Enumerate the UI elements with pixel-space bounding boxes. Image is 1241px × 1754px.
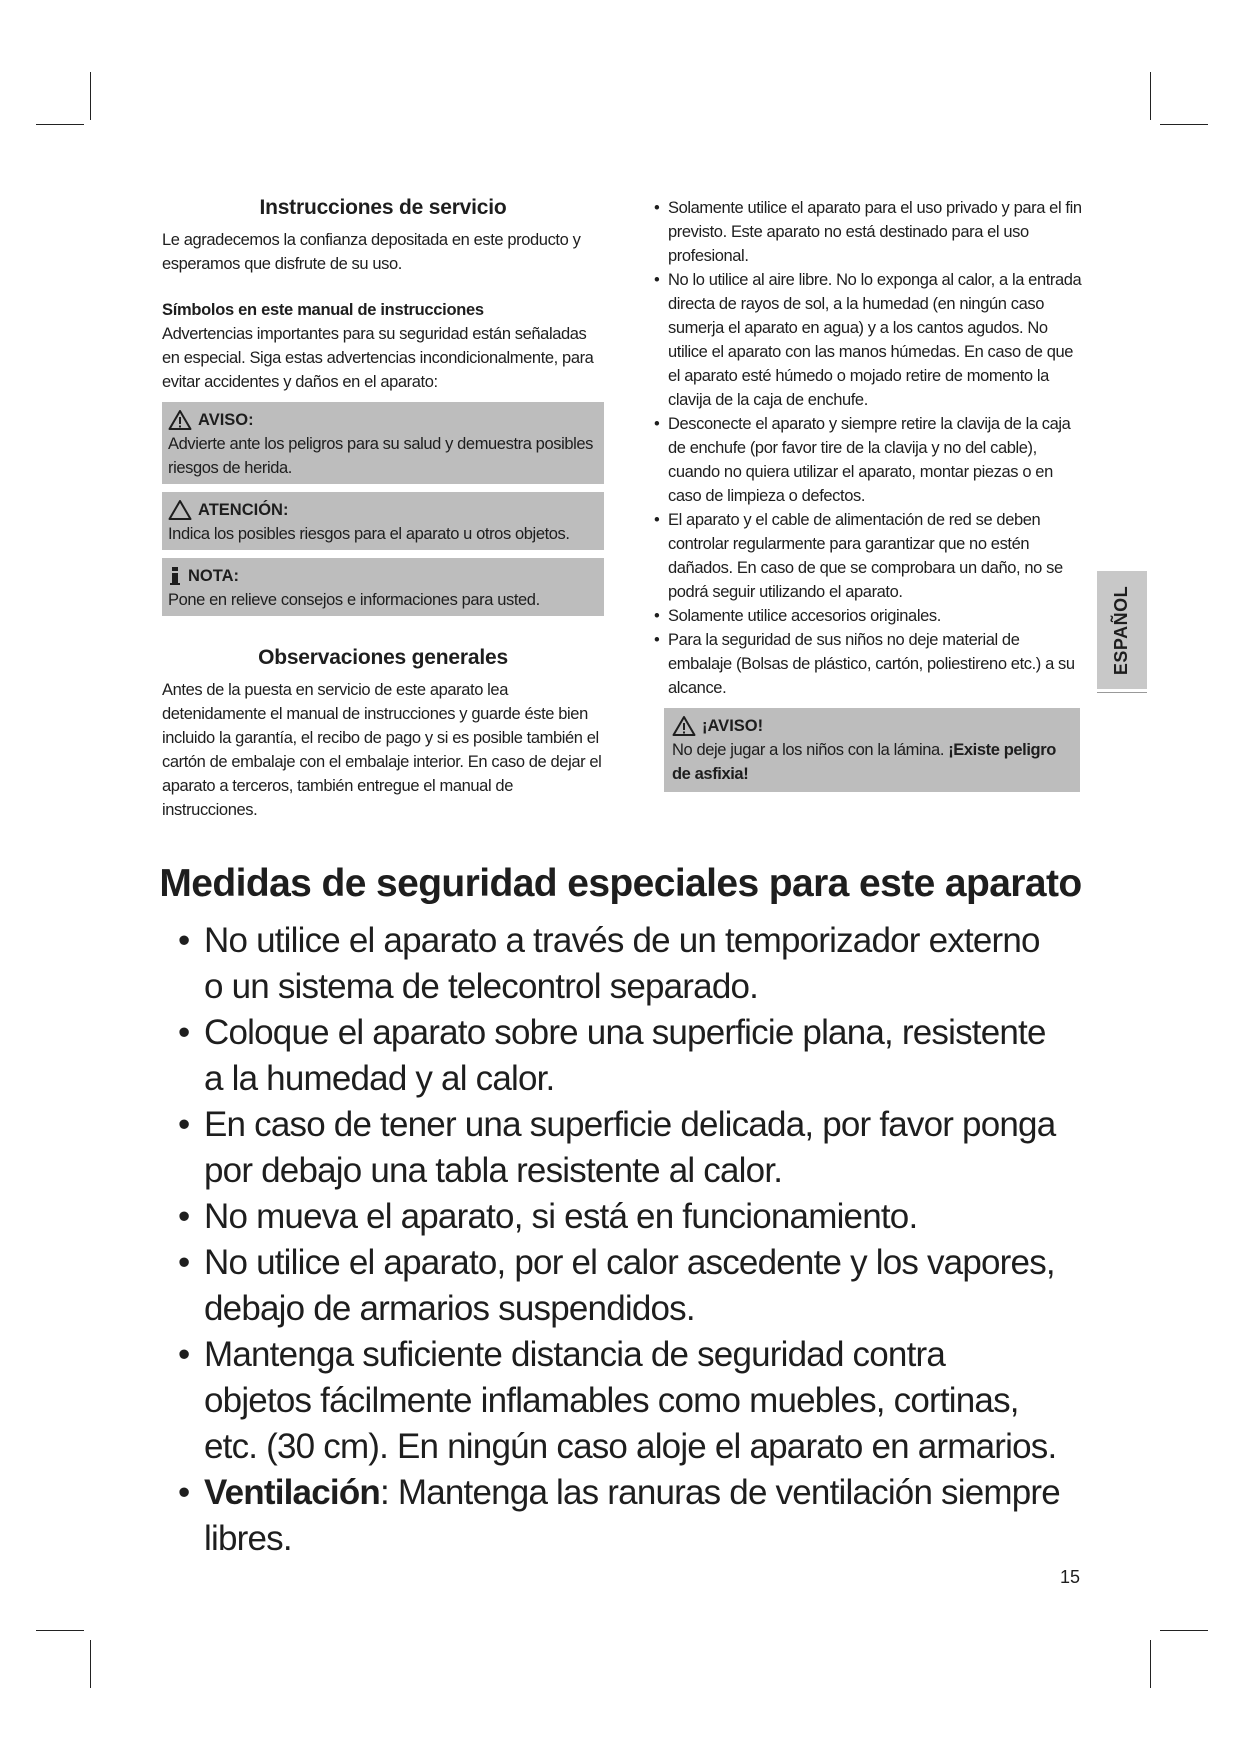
observations-text: Antes de la puesta en servicio de este aparato lea detenidamente el manual de instrucciones y guarde éste bien incluido la garantía, el recibo de pago y si es posible también el cartón de embalaje con el embalaje interior. En caso de dejar el aparato a terceros, también entregue el manual de instrucciones.: [162, 681, 602, 819]
warning-label: ¡AVISO!: [702, 717, 764, 735]
list-item: • El aparato y el cable de alimentación de red se deben controlar regularmente para garantizar que no estén dañados. En caso de que se comprobara un daño, no se podrá seguir utilizando el aparato.: [654, 511, 1063, 601]
nota-label: NOTA:: [188, 567, 240, 585]
list-item: • Solamente utilice accesorios originales.: [654, 607, 941, 625]
list-item: • Desconecte el aparato y siempre retire la clavija de la caja de enchufe (por favor tire de la clavija y no del cable), cuando no quiera utilizar el aparato, montar piezas o en caso de limpieza o defectos.: [654, 415, 1071, 505]
list-item: • No utilice el aparato a través de un temporizador externo o un sistema de telecontrol separado.: [178, 921, 1040, 1006]
left-column: [162, 196, 604, 822]
crop-mark: [1160, 124, 1208, 125]
suffocation-warning-box: [664, 708, 1080, 792]
crop-mark: [90, 72, 91, 120]
crop-mark: [1150, 1640, 1151, 1688]
nota-box: [162, 558, 604, 616]
page-number: 15: [1060, 1567, 1081, 1587]
special-safety-title: Medidas de seguridad especiales para este aparato: [159, 862, 1082, 905]
section-title-observations: Observaciones generales: [258, 646, 508, 669]
list-item: • No mueva el aparato, si está en funcionamiento.: [178, 1197, 918, 1236]
list-item: • Para la seguridad de sus niños no deje material de embalaje (Bolsas de plástico, cartón, poliestireno etc.) a su alcance.: [654, 631, 1075, 697]
list-item: • En caso de tener una superficie delicada, por favor ponga por debajo una tabla resistente al calor.: [178, 1105, 1056, 1190]
info-icon: [168, 565, 182, 587]
aviso-box: [162, 402, 604, 484]
safety-bullet-list: [640, 196, 1082, 700]
right-column: [640, 196, 1082, 792]
list-item: • Coloque el aparato sobre una superficie plana, resistente a la humedad y al calor.: [178, 1013, 1046, 1098]
divider: [1097, 692, 1147, 693]
list-item: • No utilice el aparato, por el calor ascedente y los vapores, debajo de armarios suspendidos.: [178, 1243, 1055, 1328]
aviso-text: Advierte ante los peligros para su salud y demuestra posibles riesgos de herida.: [168, 435, 594, 477]
list-item: • Solamente utilice el aparato para el uso privado y para el fin previsto. Este aparato no está destinado para el uso profesional.: [654, 199, 1082, 265]
list-item: • Mantenga suficiente distancia de seguridad contra objetos fácilmente inflamables como muebles, cortinas, etc. (30 cm). En ningún caso aloje el aparato en armarios.: [178, 1335, 1057, 1466]
special-safety-list: [160, 918, 1060, 1562]
atencion-box: [162, 492, 604, 550]
list-item: • Ventilación: Mantenga las ranuras de ventilación siempre libres.: [178, 1473, 1060, 1558]
section-title-instructions: Instrucciones de servicio: [259, 196, 507, 219]
crop-mark: [1160, 1630, 1208, 1631]
nota-text: Pone en relieve consejos e informaciones para usted.: [168, 591, 540, 609]
crop-mark: [36, 1630, 84, 1631]
crop-mark: [1150, 72, 1151, 120]
symbols-text: Advertencias importantes para su seguridad están señaladas en especial. Siga estas advertencias incondicionalmente, para evitar accidentes y daños en el aparato:: [162, 325, 594, 391]
warning-bold-text: ¡Existe peligro de asfixia!: [672, 741, 1056, 783]
caution-triangle-icon: [168, 499, 192, 521]
intro-text: Le agradecemos la confianza depositada en este producto y esperamos que disfrute de su uso.: [162, 231, 581, 273]
atencion-text: Indica los posibles riesgos para el aparato u otros objetos.: [168, 525, 570, 543]
crop-mark: [90, 1640, 91, 1688]
symbols-heading: Símbolos en este manual de instrucciones: [162, 301, 484, 319]
atencion-label: ATENCIÓN:: [198, 501, 289, 519]
aviso-label: AVISO:: [198, 411, 254, 429]
crop-mark: [36, 124, 84, 125]
warning-triangle-icon: [168, 409, 192, 431]
ventilation-label: Ventilación: [204, 1473, 380, 1512]
warning-triangle-icon: [672, 715, 696, 737]
list-item: • No lo utilice al aire libre. No lo exponga al calor, a la entrada directa de rayos de sol, a la humedad (en ningún caso sumerja el aparato en agua) y a los cantos agudos. No utilice el aparato con las manos húmedas. En caso de que el aparato esté húmedo o mojado retire de momento la clavija de la caja de enchufe.: [654, 271, 1082, 409]
language-tab: ESPAÑOL: [1097, 571, 1147, 689]
warning-text: No deje jugar a los niños con la lámina.: [672, 741, 945, 759]
